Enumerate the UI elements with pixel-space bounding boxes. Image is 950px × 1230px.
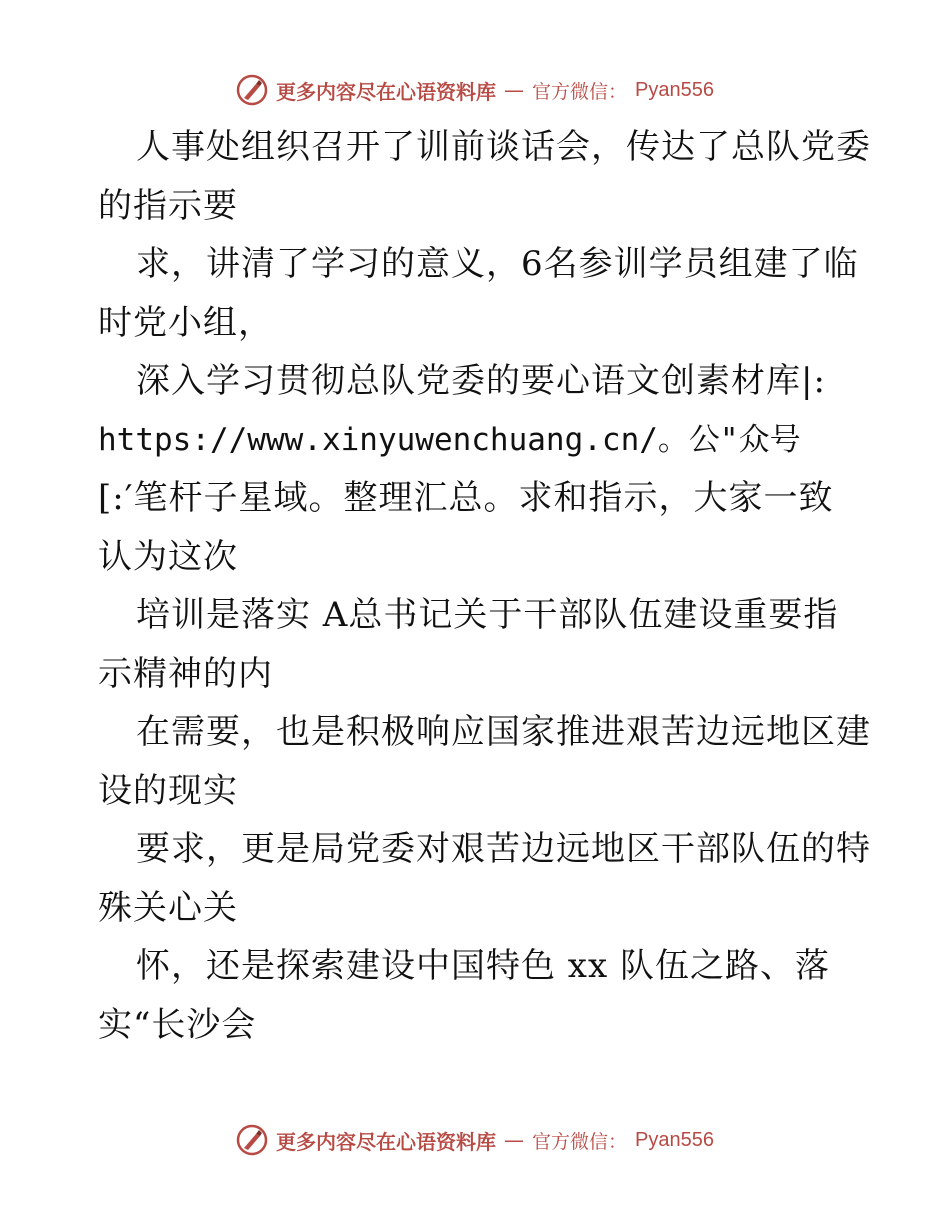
- body-line-10: 示精神的内: [98, 653, 273, 694]
- body-line-12: 设的现实: [98, 770, 238, 811]
- body-line-11: 在需要，也是积极响应国家推进艰苦边远地区建: [136, 712, 871, 752]
- body-line-16: 实“长沙会: [98, 1004, 257, 1045]
- watermark-wechat-id: Pyan556: [635, 1128, 714, 1151]
- watermark-official-label: 官方微信：: [532, 80, 628, 103]
- watermark-site-text: 更多内容尽在心语资料库: [276, 1129, 496, 1154]
- body-line-1: 人事处组织召开了训前谈话会，传达了总队党委: [136, 127, 871, 167]
- body-line-8: 认为这次: [98, 536, 238, 577]
- watermark-official-label: 官方微信：: [532, 1130, 628, 1153]
- body-line-2: 的指示要: [98, 185, 238, 226]
- watermark-dash: —: [504, 78, 524, 102]
- body-line-4: 时党小组，: [98, 302, 273, 343]
- body-line-13: 要求，更是局党委对艰苦边远地区干部队伍的特: [136, 829, 871, 869]
- body-line-14: 殊关心关: [98, 887, 238, 928]
- watermark-dash: —: [504, 1128, 524, 1152]
- footer-watermark: [0, 1120, 950, 1160]
- body-line-9: 培训是落实 A总书记关于干部队伍建设重要指: [136, 595, 839, 635]
- document-body: [98, 118, 871, 1054]
- body-line-6-url: https://www.xinyuwenchuang.cn/。公"众号: [98, 421, 801, 458]
- watermark-site-text: 更多内容尽在心语资料库: [276, 79, 496, 104]
- body-line-7: [:′笔杆子星域。整理汇总。求和指示，大家一致: [98, 478, 834, 518]
- pen-logo-icon: [236, 1124, 268, 1156]
- watermark-wechat-id: Pyan556: [635, 78, 714, 101]
- pen-logo-icon: [236, 74, 268, 106]
- header-watermark: [0, 70, 950, 110]
- body-line-5: 深入学习贯彻总队党委的要心语文创素材库|:: [136, 361, 826, 401]
- body-line-15: 怀，还是探索建设中国特色 xx 队伍之路、落: [136, 946, 830, 986]
- body-line-3: 求，讲清了学习的意义，6名参训学员组建了临: [136, 244, 859, 284]
